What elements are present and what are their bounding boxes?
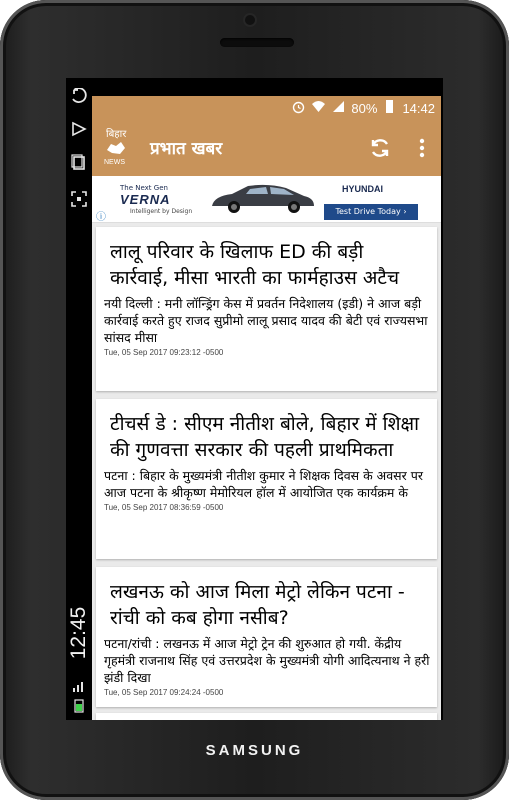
device-brand: SAMSUNG: [205, 742, 304, 759]
test-drive-button[interactable]: Test Drive Today ›: [324, 204, 418, 220]
news-feed[interactable]: [92, 223, 441, 720]
car-image: [208, 182, 318, 216]
logo-bottom-text: NEWS: [104, 159, 125, 166]
app-logo[interactable]: [100, 126, 142, 170]
article-summary: नयी दिल्ली : मनी लॉन्ड्रिंग केस में प्रवर्तन निदेशालय (इडी) ने आज बड़ी कार्रवाई करते हुए राजद सुप्रीमो लालू प्रसाद यादव की बेटी एवं राज्यसभा सांसद मीसा: [104, 296, 428, 345]
adchoices-icon[interactable]: ⓘ: [96, 212, 106, 223]
app-title: प्रभात खबर: [150, 139, 223, 159]
logo-top-text: बिहार: [106, 129, 127, 140]
vertical-clock: [67, 588, 91, 678]
article-timestamp: Tue, 05 Sep 2017 08:36:59 -0500: [104, 503, 224, 512]
article-title[interactable]: लखनऊ को आज मिला मेट्रो लेकिन पटना - रांची को कब होगा नसीब?: [110, 581, 405, 629]
ad-brand: HYUNDAI: [342, 184, 384, 194]
ad-tagline: The Next Gen: [120, 184, 168, 192]
article-timestamp: Tue, 05 Sep 2017 09:24:24 -0500: [104, 688, 224, 697]
article-timestamp: Tue, 05 Sep 2017 09:23:12 -0500: [104, 348, 224, 357]
recents-icon[interactable]: [70, 154, 88, 172]
news-card[interactable]: [96, 227, 437, 391]
screen: [66, 78, 443, 720]
earpiece: [220, 38, 294, 47]
navigation-rail: [66, 78, 92, 720]
ad-model: VERNA: [120, 192, 171, 207]
back-icon[interactable]: [70, 88, 88, 106]
news-card[interactable]: [96, 399, 437, 559]
news-card[interactable]: [96, 713, 437, 720]
signal-icon: [72, 678, 86, 692]
ad-banner[interactable]: [92, 176, 441, 223]
article-title[interactable]: लालू परिवार के खिलाफ ED की बड़ी कार्रवाई, मीसा भारती का फार्महाउस अटैच: [110, 241, 400, 289]
news-card[interactable]: [96, 567, 437, 707]
battery-status-icon: [382, 99, 397, 117]
home-icon[interactable]: [70, 120, 88, 138]
alarm-icon: [291, 99, 306, 117]
battery-icon: [72, 698, 86, 712]
clock-text: 12:45: [67, 606, 90, 660]
status-time: 14:42: [402, 100, 435, 116]
article-summary: पटना/रांची : लखनऊ में आज मेट्रो ट्रेन की शुरुआत हो गयी. केंद्रीय गृहमंत्री राजनाथ सिंह एवं उत्तरप्रदेश के मुख्यमंत्री योगी आदित्यनाथ ने हरी झंडी दिखा: [104, 636, 430, 685]
wifi-icon: [311, 99, 326, 117]
article-summary: पटना : बिहार के मुख्यमंत्री नीतीश कुमार ने शिक्षक दिवस के अवसर पर आज पटना के श्रीकृष्ण मेमोरियल हॉल में आयोजित एक कार्यक्रम के: [104, 468, 423, 500]
app-toolbar: [92, 120, 441, 176]
more-options-icon[interactable]: [410, 136, 434, 160]
app-window: [92, 96, 441, 720]
screenshot-icon[interactable]: [70, 190, 88, 208]
logo-map-icon: [106, 140, 126, 156]
status-bar: [92, 96, 441, 120]
front-camera: [245, 15, 255, 25]
cell-signal-icon: [331, 99, 346, 117]
article-title[interactable]: टीचर्स डे : सीएम नीतीश बोले, बिहार में शिक्षा की गुणवत्ता सरकार की पहली प्राथमिकता: [110, 413, 420, 461]
refresh-icon[interactable]: [368, 136, 392, 160]
battery-percent: 80%: [351, 100, 378, 116]
ad-subtitle: Intelligent by Design: [130, 208, 193, 215]
